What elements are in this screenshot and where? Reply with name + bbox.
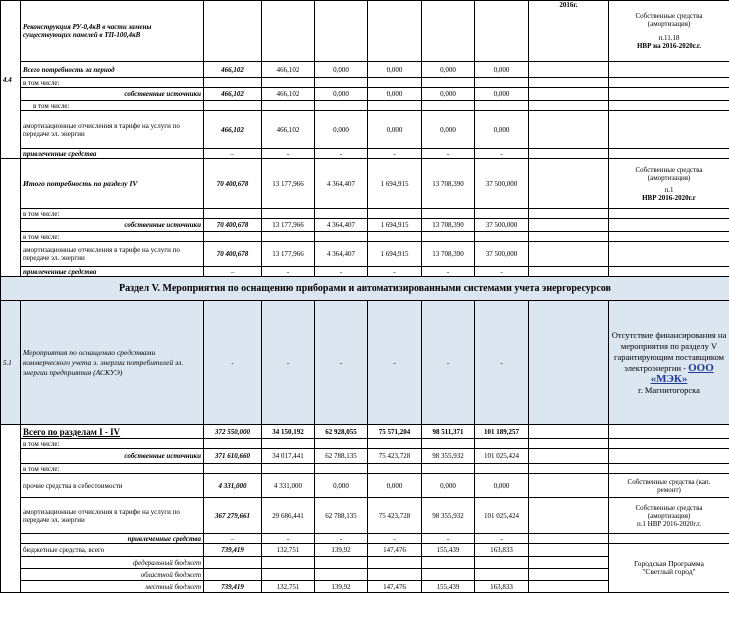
section5-note: Отсутствие финансирования на мероприятия по разделу V гарантирующим поставщиком электроэнергии - ООО «МЭК» г. Магнитогорска [609, 301, 729, 425]
table-row: местный бюджет 739,419 132,751 139,92 147,476 155,439 163,833 [1, 581, 729, 593]
row-number: 5.1 [1, 301, 21, 425]
section5-header [1, 277, 729, 301]
funding-source: Собственные средства (амортизация) п.1 НВР 2016-2020г.г [609, 159, 729, 209]
year-label: 2016г. [529, 1, 609, 62]
table-row: привлеченные средства – - - - - - [1, 149, 729, 159]
table-row: федеральный бюджет [1, 557, 729, 569]
table-row: в том числе: [1, 232, 729, 242]
funding-source: Собственные средства (амортизация) п.11.18 НВР на 2016-2020г.г. [609, 1, 729, 62]
row-number: 4.4 [1, 1, 21, 159]
table-row: областной бюджет [1, 569, 729, 581]
funding-source: Собственные средства (кап. ремонт) [609, 474, 729, 498]
table-row: привлеченные средства – - - - - - [1, 267, 729, 277]
section-title: Раздел V. Мероприятия по оснащению приборами и автоматизированными системами учета энергоресурсов [1, 277, 729, 301]
row-section4-total: Итого потребность по разделу IV 70 400,678 13 177,966 4 364,407 1 694,915 13 708,390 37 500,000 Собственные средства (амортизация) п.1 НВР 2016-2020г.г [1, 159, 729, 209]
funding-source: Собственные средства (амортизация) п.1 НВР 2016-2020г.г. [609, 498, 729, 534]
table-row: собственные источники 466,102 466,102 0,000 0,000 0,000 0,000 [1, 88, 729, 101]
table-row: амортизационные отчисления в тарифе на услуги по передаче эл. энергии 466,102 466,102 0,000 0,000 0,000 0,000 [1, 111, 729, 149]
table-row: собственные источники 371 610,660 34 017,441 62 788,135 75 423,728 98 355,932 101 025,424 [1, 449, 729, 464]
row-grand-total: Всего по разделам I - IV 372 550,000 34 150,192 62 928,055 75 571,204 98 511,371 101 189,257 [1, 425, 729, 439]
item-name: Мероприятия по оснащению средствами коммерческого учета э. энергии потребителей эл. энергии предприятия (АСКУЭ) [21, 301, 204, 425]
table-row: в том числе: [1, 78, 729, 88]
row-4-4-title [1, 1, 729, 62]
row-5-1: 5.1 Мероприятия по оснащению средствами коммерческого учета э. энергии потребителей эл. энергии предприятия (АСКУЭ) - - - - - - Отсутствие финансирования на мероприятия по разделу V гарантирующим поставщиком электроэнергии - ООО «МЭК» г. Магнитогорска [1, 301, 729, 425]
table-row: собственные источники 70 400,678 13 177,966 4 364,407 1 694,915 13 708,390 37 500,000 [1, 219, 729, 232]
table-row: в том числе: [1, 464, 729, 474]
table-row: в том числе: [1, 101, 729, 111]
table-row: в том числе: [1, 439, 729, 449]
item-name: Реконструкция РУ-0,4кВ в части замены существующих панелей в ТП-100,4кВ [21, 1, 204, 62]
table-row: амортизационные отчисления в тарифе на услуги по передаче эл. энергии 367 279,661 29 686,441 62 788,135 75 423,728 98 355,932 101 025,424 Собственные средства (амортизация) п.1 НВР 2016-2020г.г. [1, 498, 729, 534]
table-row: в том числе: [1, 209, 729, 219]
table-row: привлеченные средства – - - - - - [1, 534, 729, 544]
table-row: прочие средства в себестоимости 4 331,000 4 331,000 0,000 0,000 0,000 0,000 Собственные средства (кап. ремонт) [1, 474, 729, 498]
company-name: ООО «МЭК» [650, 361, 714, 385]
table-row: Всего потребность за период 466,102 466,102 0,000 0,000 0,000 0,000 [1, 62, 729, 78]
program-note: Городская Программа "Светлый город" [609, 544, 729, 593]
table-row: бюджетные средства, всего 739,419 132,751 139,92 147,476 155,439 163,833 Городская Программа "Светлый город" [1, 544, 729, 557]
table-row: амортизационные отчисления в тарифе на услуги по передаче эл. энергии 70 400,678 13 177,966 4 364,407 1 694,915 13 708,390 37 500,000 [1, 242, 729, 267]
